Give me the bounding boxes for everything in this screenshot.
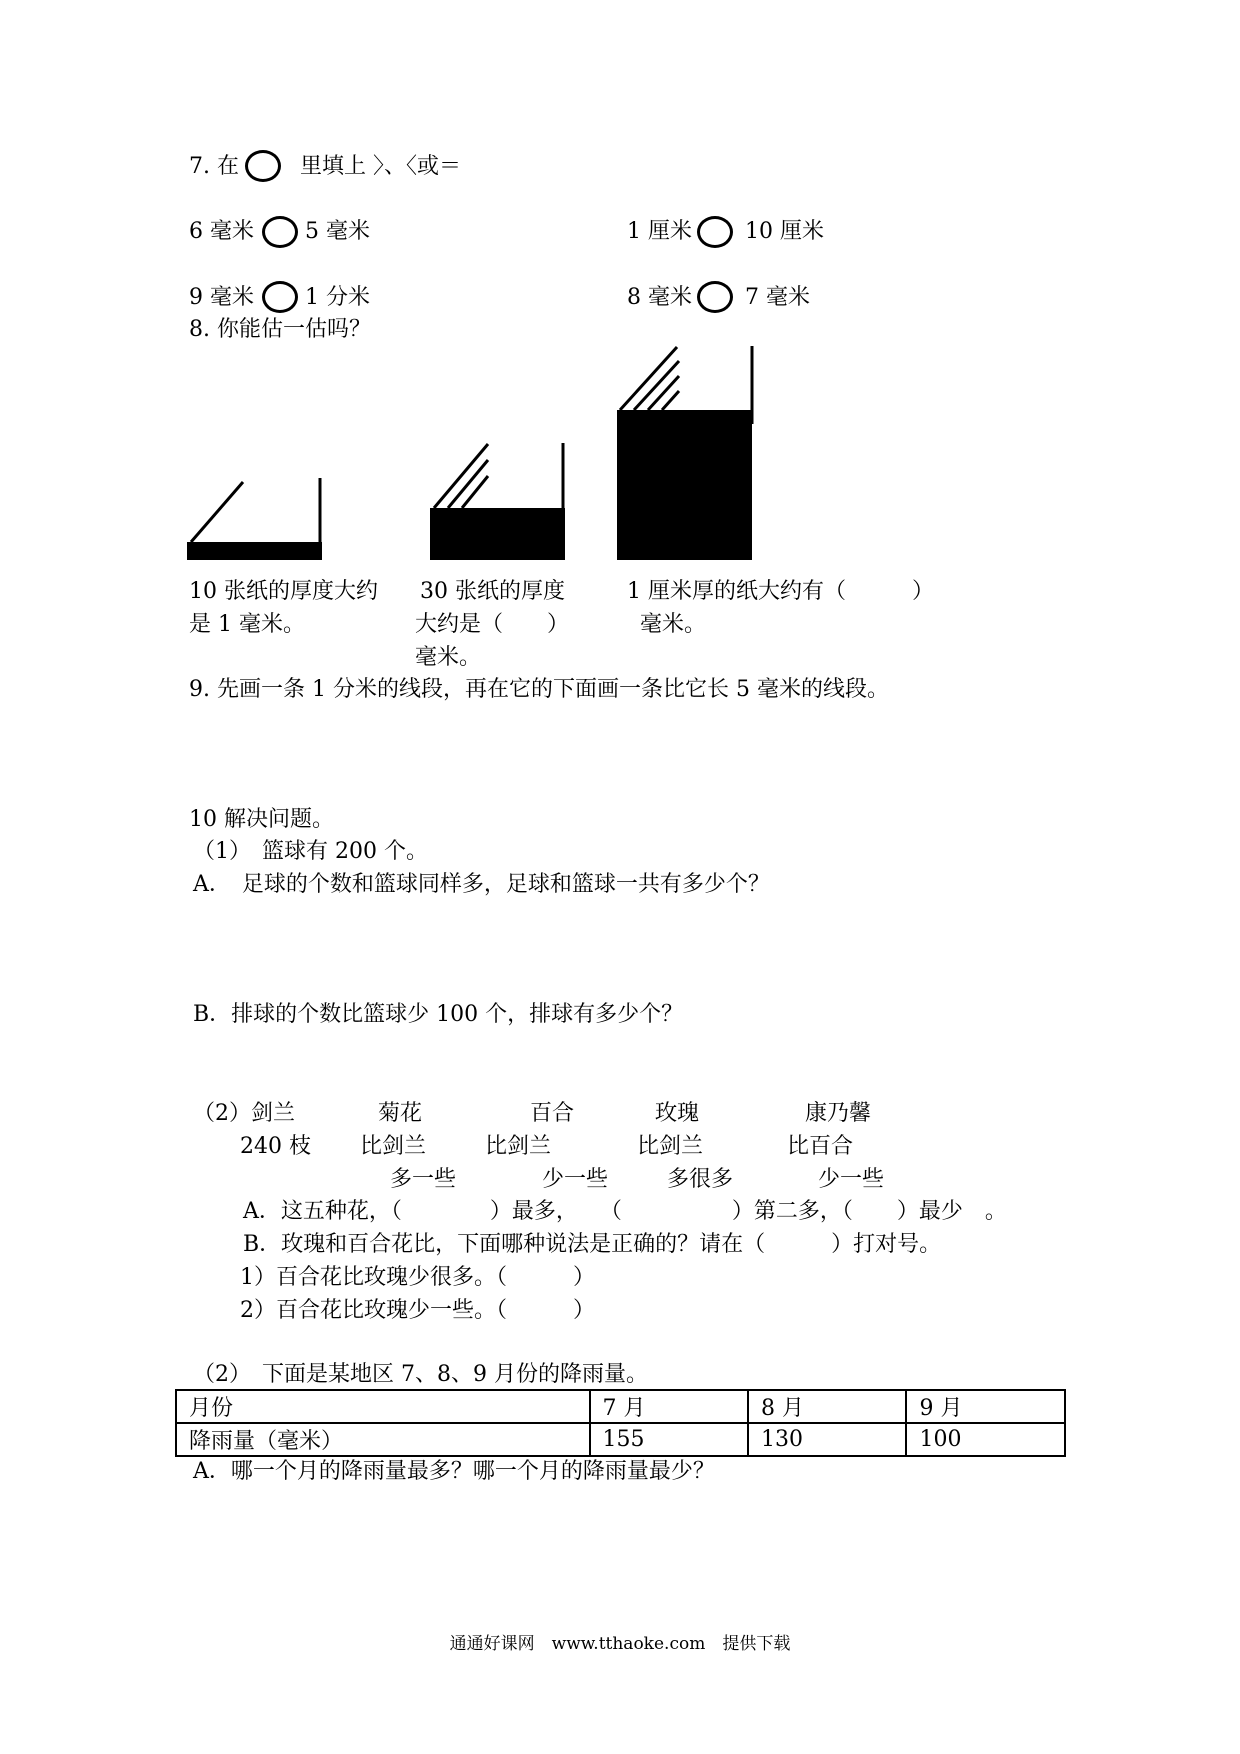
q10-part2-b: B．玫瑰和百合花比，下面哪种说法是正确的？请在（ ）打对号。 xyxy=(243,1232,942,1257)
flower-info: 多很多 xyxy=(667,1167,734,1192)
q10-part2-a: A．这五种花，（ ）最多， （ ）第二多，（ ）最少 。 xyxy=(243,1199,1007,1224)
q7-item-right: 1 分米 xyxy=(305,285,370,310)
paper-stack-1cm-illustration xyxy=(615,344,760,560)
q7-item-right: 7 毫米 xyxy=(745,285,810,310)
q8-caption-line: 毫米。 xyxy=(415,645,482,670)
flower-name: 玫瑰 xyxy=(655,1101,700,1126)
flower-info: 少一些 xyxy=(818,1167,885,1192)
compare-circle[interactable] xyxy=(697,216,733,248)
q10-part2-option: 2）百合花比玫瑰少一些。（ ） xyxy=(240,1298,595,1323)
table-row xyxy=(176,1423,1065,1456)
q7-item-left: 8 毫米 xyxy=(627,285,692,310)
flower-info: 少一些 xyxy=(542,1167,609,1192)
flower-name: 康乃馨 xyxy=(805,1101,872,1126)
table-cell: 9 月 xyxy=(906,1390,1065,1423)
q8-caption-line: 毫米。 xyxy=(640,612,707,637)
q7-item-right: 10 厘米 xyxy=(745,219,824,244)
q8-caption-line: 10 张纸的厚度大约 xyxy=(189,579,378,604)
table-row xyxy=(176,1390,1065,1423)
q7-prefix: 7. 在 xyxy=(189,154,239,179)
table-cell: 月份 xyxy=(176,1390,590,1423)
flower-info: 比剑兰 xyxy=(485,1134,552,1159)
flower-info: 比剑兰 xyxy=(637,1134,704,1159)
q10-part1-a: A． 足球的个数和篮球同样多，足球和篮球一共有多少个？ xyxy=(193,872,770,897)
table-cell: 7 月 xyxy=(590,1390,748,1423)
flower-name: 百合 xyxy=(530,1101,575,1126)
flower-name: 菊花 xyxy=(378,1101,423,1126)
q10-part3-a: A．哪一个月的降雨量最多？哪一个月的降雨量最少？ xyxy=(193,1459,715,1484)
q10-part1-b: B．排球的个数比篮球少 100 个，排球有多少个？ xyxy=(193,1002,684,1027)
compare-circle[interactable] xyxy=(697,281,733,313)
q7-item-right: 5 毫米 xyxy=(305,219,370,244)
q8-caption-line: 30 张纸的厚度 xyxy=(420,579,565,604)
table-cell: 8 月 xyxy=(748,1390,906,1423)
q8-title: 8. 你能估一估吗？ xyxy=(189,317,371,342)
q7-suffix: 里填上 〉、〈或＝ xyxy=(300,154,461,179)
q10-title: 10 解决问题。 xyxy=(189,807,334,832)
compare-circle[interactable] xyxy=(262,216,298,248)
flower-info: 比剑兰 xyxy=(360,1134,427,1159)
compare-circle[interactable] xyxy=(245,150,281,182)
table-cell: 降雨量（毫米） xyxy=(176,1423,590,1456)
table-cell: 155 xyxy=(590,1423,748,1456)
paper-stack-10-illustration xyxy=(185,470,325,560)
rainfall-table xyxy=(175,1389,1066,1457)
compare-circle[interactable] xyxy=(262,281,298,313)
q7-item-left: 9 毫米 xyxy=(189,285,254,310)
page-footer: 通通好课网 www.tthaoke.com 提供下载 xyxy=(449,1634,791,1654)
flower-info: 多一些 xyxy=(390,1167,457,1192)
q9-text: 9. 先画一条 1 分米的线段，再在它的下面画一条比它长 5 毫米的线段。 xyxy=(189,677,889,702)
q10-part1-head: （1） 篮球有 200 个。 xyxy=(193,839,428,864)
q7-item-left: 6 毫米 xyxy=(189,219,254,244)
q10-part2-option: 1）百合花比玫瑰少很多。（ ） xyxy=(240,1265,595,1290)
q7-item-left: 1 厘米 xyxy=(627,219,692,244)
table-cell: 100 xyxy=(906,1423,1065,1456)
flower-info: 比百合 xyxy=(787,1134,854,1159)
q10-part3-head: （2） 下面是某地区 7、8、9 月份的降雨量。 xyxy=(193,1362,648,1387)
flower-name: （2）剑兰 xyxy=(193,1101,295,1126)
q8-caption-line: 1 厘米厚的纸大约有（ ） xyxy=(627,579,934,604)
table-cell: 130 xyxy=(748,1423,906,1456)
paper-stack-30-illustration xyxy=(428,440,568,560)
q8-caption-line: 是 1 毫米。 xyxy=(189,612,305,637)
flower-info: 240 枝 xyxy=(240,1134,311,1159)
q8-caption-line: 大约是（ ） xyxy=(415,612,570,637)
